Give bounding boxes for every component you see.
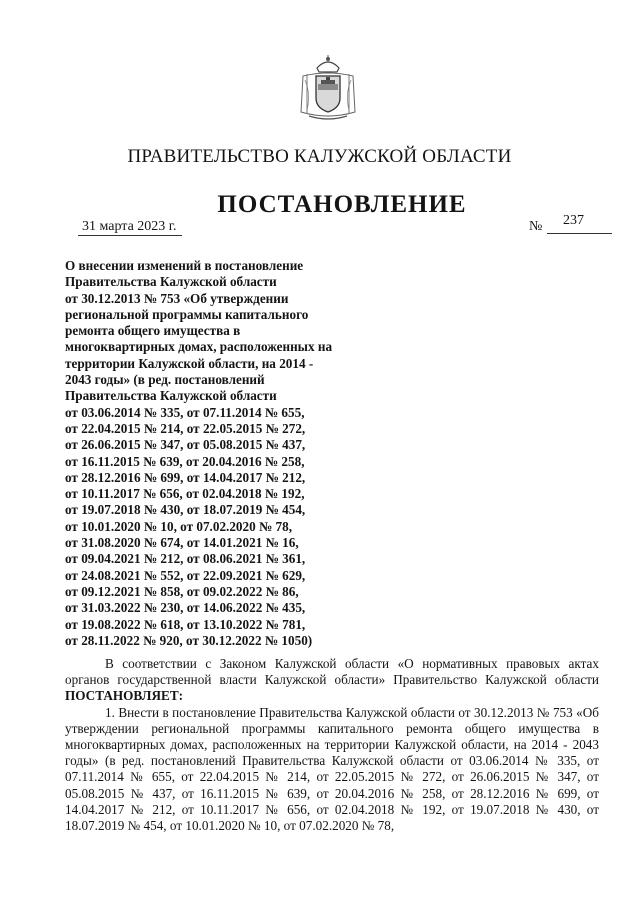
decree-word: ПОСТАНОВЛЯЕТ: <box>65 688 184 704</box>
number-underline <box>547 233 612 234</box>
document-subject: О внесении изменений в постановление Правительства Калужской области от 30.12.2013 № 753 «Об утверждении региональной программы капитального ремонта общего имущества в многоквартирных домах, расположенных на территории Калужской области, на 2014 - 2043 годы» (в ред. постановлений Правительства Калужской области от 03.06.2014 № 335, от 07.11.2014 № 655, от 22.04.2015 № 214, от 22.05.2015 № 272, от 26.06.2015 № 347, от 05.08.2015 № 437, от 16.11.2015 № 639, от 20.04.2016 № 258, от 28.12.2016 № 699, от 14.04.2017 № 212, от 10.11.2017 № 656, от 02.04.2018 № 192, от 19.07.2018 № 430, от 18.07.2019 № 454, от 10.01.2020 № 10, от 07.02.2020 № 78, от 31.08.2020 № 674, от 14.01.2021 № 16, от 09.04.2021 № 212, от 08.06.2021 № 361, от 24.08.2021 № 552, от 22.09.2021 № 629, от 09.12.2021 № 858, от 09.02.2022 № 86, от 31.03.2022 № 230, от 14.06.2022 № 435, от 19.08.2022 № 618, от 13.10.2022 № 781, от 28.11.2022 № 920, от 30.12.2022 № 1050) <box>65 258 333 648</box>
number-label: № <box>529 219 543 234</box>
document-number: 237 <box>563 213 584 228</box>
preamble-paragraph <box>65 656 599 705</box>
document-body <box>65 656 599 834</box>
document-date: 31 марта 2023 г. <box>78 219 182 236</box>
kaluga-coat-of-arms-icon <box>299 54 357 124</box>
preamble-text: В соответствии с Законом Калужской области «О нормативных правовых актах органов государственной власти Калужской области» Правительство Калужской области <box>65 656 599 688</box>
item-1-paragraph: 1. Внести в постановление Правительства Калужской области от 30.12.2013 № 753 «Об утверждении региональной программы капитального ремонта общего имущества в многоквартирных домах, расположенных на территории Калужской области, на 2014 - 2043 годы» (в ред. постановлений Правительства Калужской области от 03.06.2014 № 335, от 07.11.2014 № 655, от 22.04.2015 № 214, от 22.05.2015 № 272, от 26.06.2015 № 347, от 05.08.2015 № 437, от 16.11.2015 № 639, от 20.04.2016 № 258, от 28.12.2016 № 699, от 14.04.2017 № 212, от 10.11.2017 № 656, от 02.04.2018 № 192, от 19.07.2018 № 430, от 18.07.2019 № 454, от 10.01.2020 № 10, от 07.02.2020 № 78, <box>65 704 599 834</box>
government-title: ПРАВИТЕЛЬСТВО КАЛУЖСКОЙ ОБЛАСТИ <box>127 146 512 167</box>
document-type-title: ПОСТАНОВЛЕНИЕ <box>217 191 467 218</box>
